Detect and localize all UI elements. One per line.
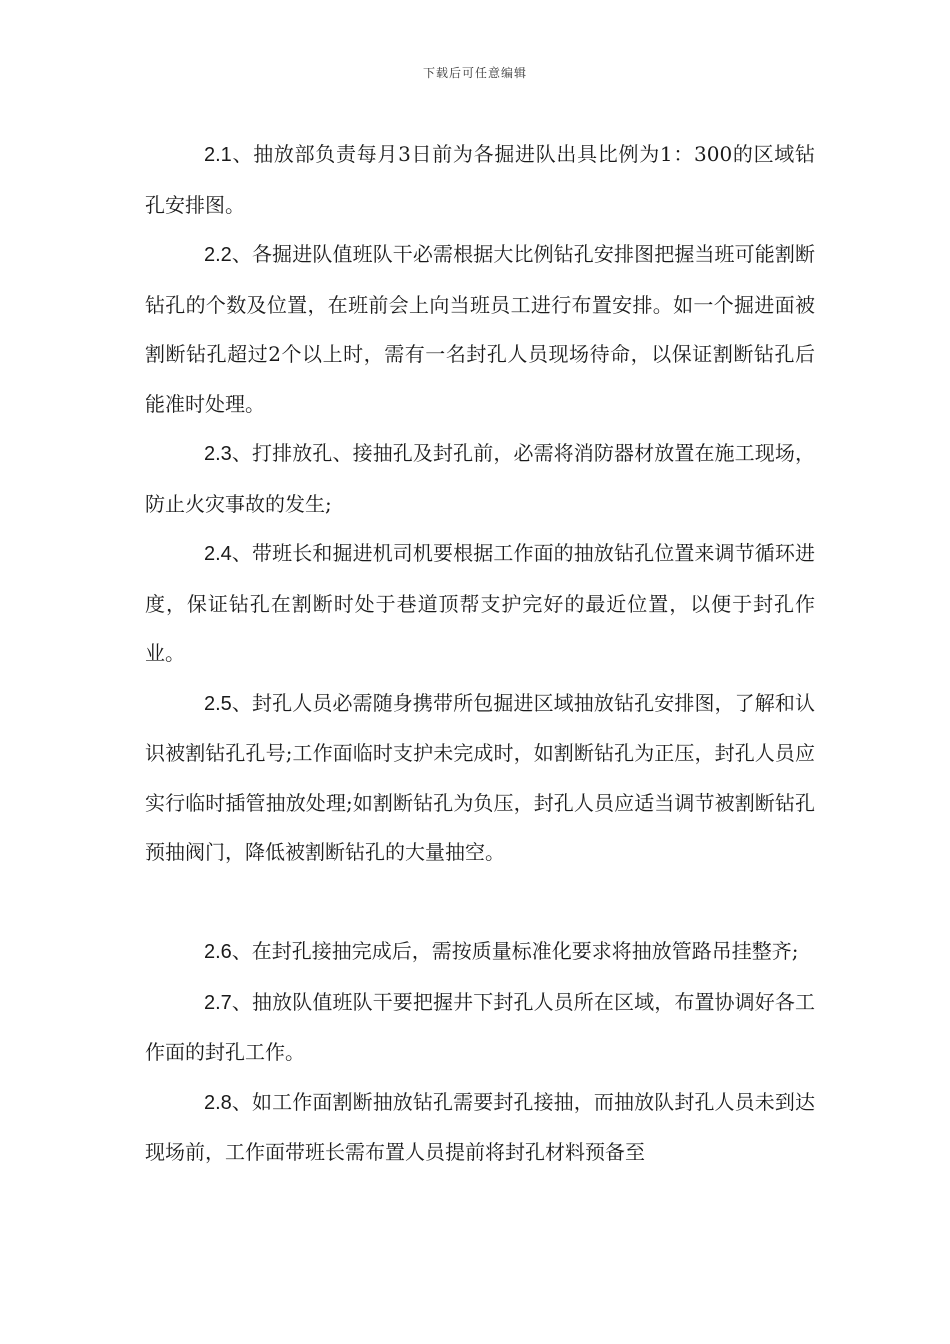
paragraph-text: 、打排放孔、接抽孔及封孔前，必需将消防器材放置在施工现场，防止火灾事故的发生; — [145, 441, 815, 516]
paragraph-text: 、抽放队值班队干要把握井下封孔人员所在区域，布置协调好各工作面的封孔工作。 — [145, 989, 815, 1064]
paragraph-2-7 — [145, 978, 815, 1078]
paragraph-2-8 — [145, 1078, 815, 1178]
section-number: 2.7 — [204, 991, 232, 1014]
blank-line — [145, 878, 815, 928]
paragraph-text: 、各掘进队值班队干必需根据大比例钻孔安排图把握当班可能割断钻孔的个数及位置，在班前会上向当班员工进行布置安排。如一个掘进面被割断钻孔超过2个以上时，需有一名封孔人员现场待命，以保证割断钻孔后能准时处理。 — [145, 242, 815, 416]
paragraph-2-6 — [145, 927, 815, 978]
paragraph-2-1 — [145, 130, 815, 230]
section-number: 2.3 — [204, 443, 232, 465]
section-number: 2.6 — [204, 941, 232, 963]
section-number: 2.5 — [204, 692, 232, 715]
section-number: 2.8 — [204, 1091, 232, 1114]
section-number: 2.1 — [204, 144, 232, 166]
paragraph-text: 、带班长和掘进机司机要根据工作面的抽放钻孔位置来调节循环进度，保证钻孔在割断时处于巷道顶帮支护完好的最近位置，以便于封孔作业。 — [145, 541, 815, 665]
section-number: 2.2 — [204, 244, 232, 266]
paragraph-2-5 — [145, 679, 815, 878]
paragraph-text: 、在封孔接抽完成后，需按质量标准化要求将抽放管路吊挂整齐; — [231, 939, 799, 963]
page-header: 下载后可任意编辑 — [422, 66, 527, 80]
paragraph-text: 、封孔人员必需随身携带所包掘进区域抽放钻孔安排图，了解和认识被割钻孔孔号;工作面临时支护未完成时，如割断钻孔为正压，封孔人员应实行临时插管抽放处理;如割断钻孔为负压，封孔人员应适当调节被割断钻孔预抽阀门，降低被割断钻孔的大量抽空。 — [145, 690, 815, 864]
section-number: 2.4 — [204, 543, 232, 565]
paragraph-text: 、如工作面割断抽放钻孔需要封孔接抽，而抽放队封孔人员未到达现场前，工作面带班长需布置人员提前将封孔材料预备至 — [145, 1089, 815, 1164]
document-body — [145, 130, 815, 1178]
paragraph-2-2 — [145, 230, 815, 429]
paragraph-2-3 — [145, 429, 815, 529]
paragraph-2-4 — [145, 529, 815, 679]
paragraph-text: 、抽放部负责每月3日前为各掘进队出具比例为1：300的区域钻孔安排图。 — [145, 142, 815, 217]
